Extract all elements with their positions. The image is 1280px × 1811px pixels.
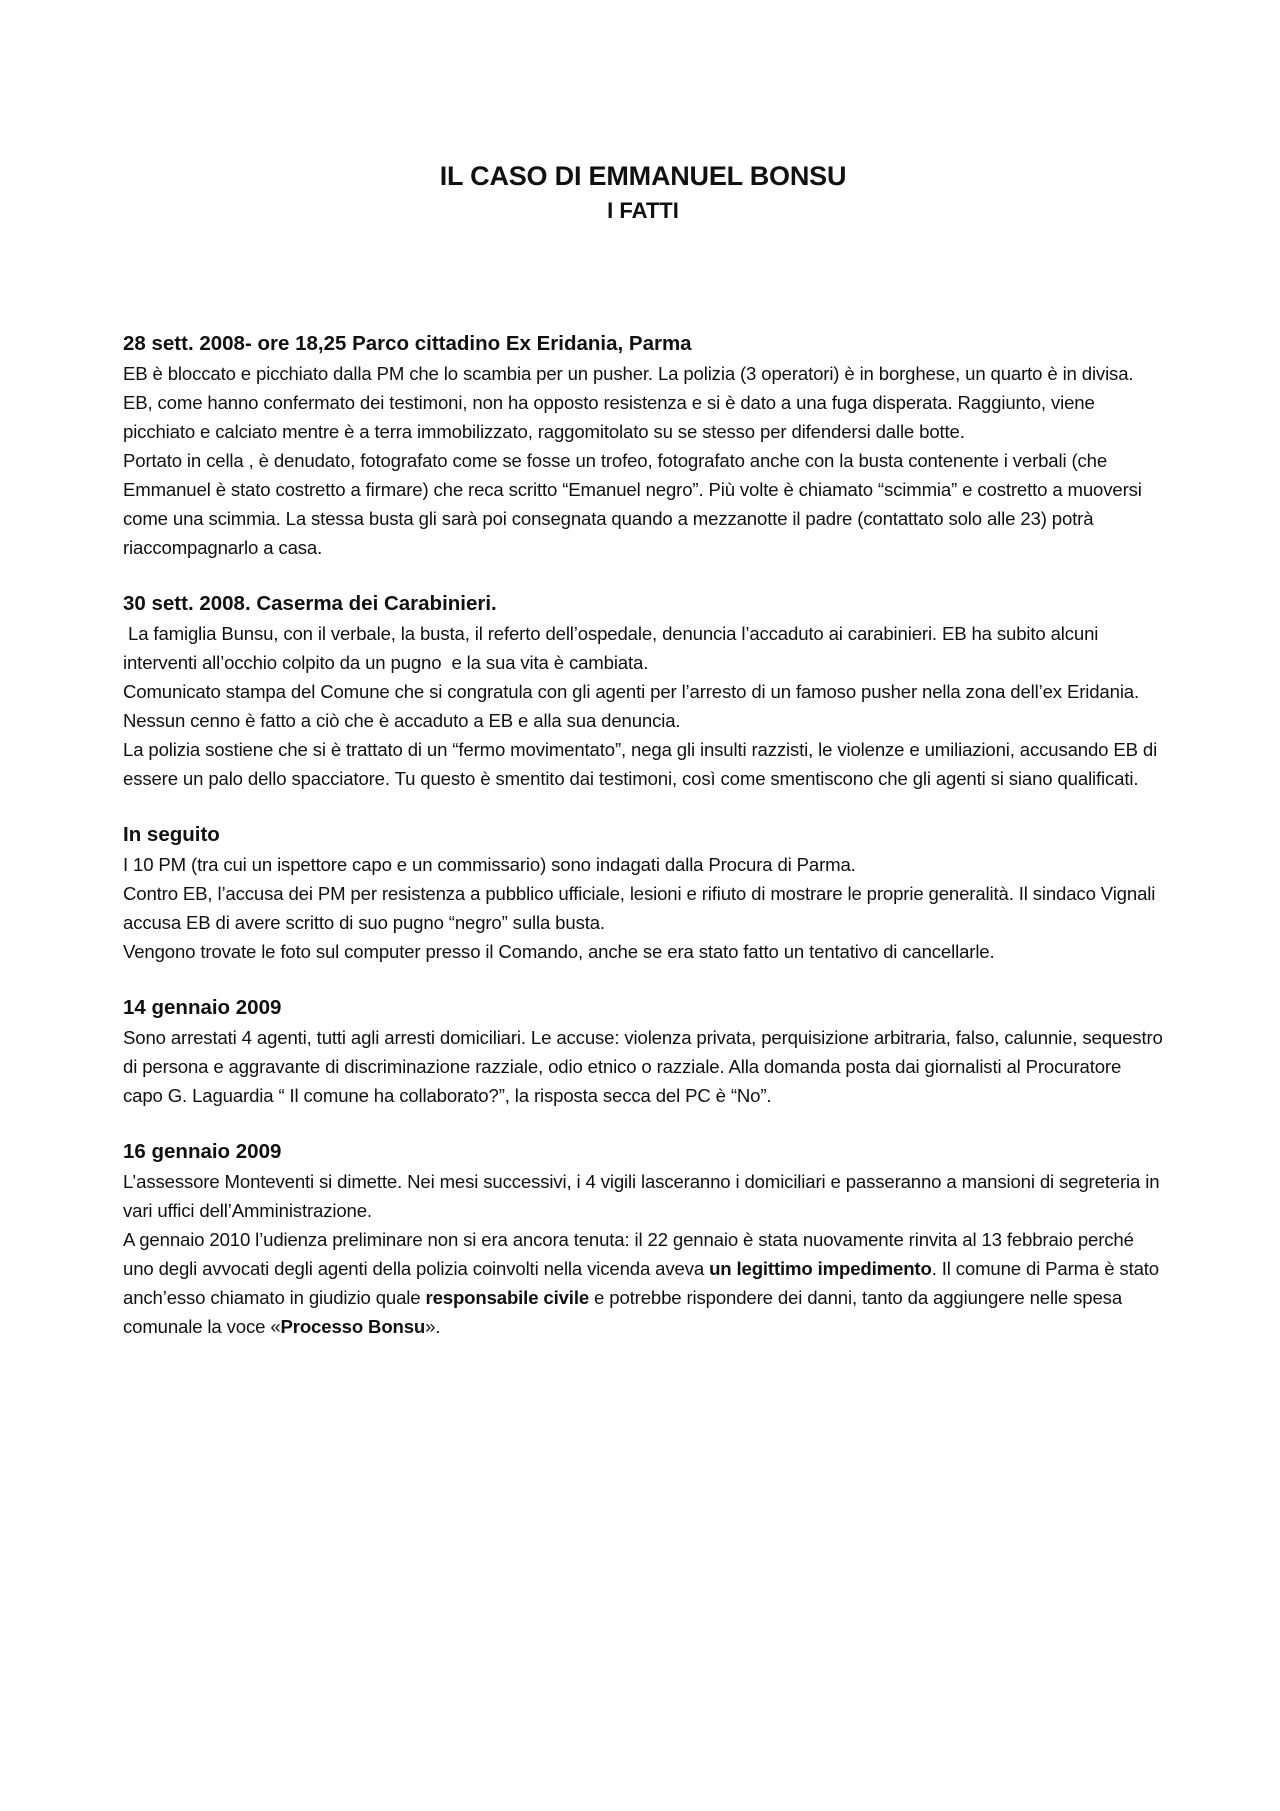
section-28-sett-2008: [123, 329, 1163, 562]
document-title: IL CASO DI EMMANUEL BONSU: [439, 161, 847, 191]
document-body: [123, 329, 1163, 1368]
section-heading: 14 gennaio 2009: [123, 996, 282, 1019]
text-span: A gennaio 2010 l’udienza preliminare non si era ancora tenuta: il 22 gennaio è stata nuovamente rinvita al 13 febbraio perché uno degli avvocati degli agenti della polizia coinvolti nella vicenda aveva: [123, 1229, 1134, 1279]
section-heading: 28 sett. 2008- ore 18,25 Parco cittadino Ex Eridania, Parma: [123, 332, 692, 355]
section-in-seguito: [123, 820, 1163, 966]
section-14-gennaio-2009: [123, 993, 1163, 1110]
section-heading: 30 sett. 2008. Caserma dei Carabinieri.: [123, 592, 497, 615]
paragraph: La famiglia Bunsu, con il verbale, la busta, il referto dell’ospedale, denuncia l’accaduto ai carabinieri. EB ha subito alcuni interventi all’occhio colpito da un pugno e la sua vita è cambiata.: [123, 623, 1104, 673]
section-16-gennaio-2009: [123, 1137, 1163, 1341]
text-span: . Il comune di Parma è stato anch’esso chiamato in giudizio quale: [123, 1258, 1159, 1308]
paragraph: L’assessore Monteventi si dimette. Nei mesi successivi, i 4 vigili lasceranno i domiciliari e passeranno a mansioni di segreteria in vari uffici dell’Amministrazione.: [123, 1171, 1160, 1221]
paragraph-rich: [123, 1225, 1163, 1341]
section-30-sett-2008: [123, 589, 1163, 793]
paragraph: I 10 PM (tra cui un ispettore capo e un commissario) sono indagati dalla Procura di Parma.: [123, 854, 856, 875]
paragraph: EB è bloccato e picchiato dalla PM che lo scambia per un pusher. La polizia (3 operatori) è in borghese, un quarto è in divisa. EB, come hanno confermato dei testimoni, non ha opposto resistenza e si è dato a una fuga disperata. Raggiunto, viene picchiato e calciato mentre è a terra immobilizzato, raggomitolato su se stesso per difendersi dalle botte.: [123, 363, 1134, 442]
paragraph: La polizia sostiene che si è trattato di un “fermo movimentato”, nega gli insulti razzisti, le violenze e umiliazioni, accusando EB di essere un palo dello spacciatore. Tu questo è smentito dai testimoni, così come smentiscono che gli agenti si siano qualificati.: [123, 739, 1158, 789]
paragraph: Contro EB, l’accusa dei PM per resistenza a pubblico ufficiale, lesioni e rifiuto di mostrare le proprie generalità. Il sindaco Vignali accusa EB di avere scritto di suo pugno “negro” sulla busta.: [123, 883, 1156, 933]
paragraph: Vengono trovate le foto sul computer presso il Comando, anche se era stato fatto un tentativo di cancellarle.: [123, 941, 995, 962]
section-heading: In seguito: [123, 823, 220, 846]
bold-text: Processo Bonsu: [280, 1316, 426, 1337]
text-span: e potrebbe rispondere dei danni, tanto da aggiungere nelle spesa comunale la voce «: [123, 1287, 1123, 1337]
title-block: [123, 158, 1163, 226]
paragraph: Comunicato stampa del Comune che si congratula con gli agenti per l’arresto di un famoso pusher nella zona dell’ex Eridania. Nessun cenno è fatto a ciò che è accaduto a EB e alla sua denuncia.: [123, 681, 1140, 731]
paragraph: Sono arrestati 4 agenti, tutti agli arresti domiciliari. Le accuse: violenza privata, perquisizione arbitraria, falso, calunnie, sequestro di persona e aggravante di discriminazione razziale, odio etnico o razziale. Alla domanda posta dai giornalisti al Procuratore capo G. Laguardia “ Il comune ha collaborato?”, la risposta secca del PC è “No”.: [123, 1027, 1163, 1106]
bold-text: responsabile civile: [425, 1287, 590, 1308]
paragraph: Portato in cella , è denudato, fotografato come se fosse un trofeo, fotografato anche con la busta contenente i verbali (che Emmanuel è stato costretto a firmare) che reca scritto “Emanuel negro”. Più volte è chiamato “scimmia” e costretto a muoversi come una scimmia. La stessa busta gli sarà poi consegnata quando a mezzanotte il padre (contattato solo alle 23) potrà riaccompagnarlo a casa.: [123, 450, 1142, 558]
bold-text: un legittimo impedimento: [709, 1258, 932, 1279]
document-subtitle: I FATTI: [607, 198, 679, 223]
section-heading: 16 gennaio 2009: [123, 1140, 282, 1163]
text-span: ».: [425, 1316, 441, 1337]
